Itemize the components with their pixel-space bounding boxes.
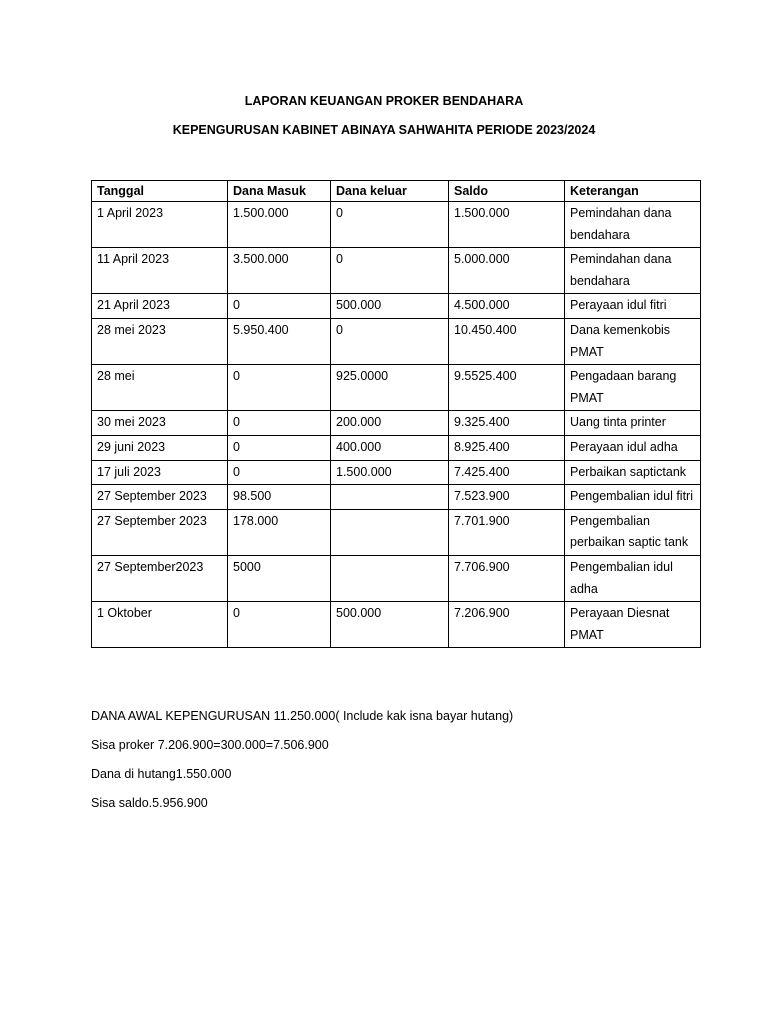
cell-tanggal: 27 September2023: [92, 555, 228, 601]
cell-dana-masuk: 0: [228, 365, 331, 411]
cell-dana-keluar: 925.0000: [331, 365, 449, 411]
cell-keterangan: Pengembalian perbaikan saptic tank: [565, 509, 701, 555]
cell-dana-masuk: 5000: [228, 555, 331, 601]
cell-keterangan: Dana kemenkobis PMAT: [565, 318, 701, 364]
cell-tanggal: 21 April 2023: [92, 294, 228, 319]
cell-saldo: 7.206.900: [449, 602, 565, 648]
cell-dana-masuk: 0: [228, 411, 331, 436]
finance-table: [91, 180, 701, 648]
cell-saldo: 9.5525.400: [449, 365, 565, 411]
cell-tanggal: 30 mei 2023: [92, 411, 228, 436]
cell-dana-masuk: 1.500.000: [228, 202, 331, 248]
cell-tanggal: 28 mei: [92, 365, 228, 411]
table-row: [92, 365, 701, 411]
cell-dana-keluar: 1.500.000: [331, 460, 449, 485]
cell-keterangan: Perayaan idul fitri: [565, 294, 701, 319]
cell-saldo: 4.500.000: [449, 294, 565, 319]
note-dana-hutang: Dana di hutang1.550.000: [91, 767, 232, 782]
table-row: [92, 202, 701, 248]
cell-keterangan: Pengembalian idul fitri: [565, 485, 701, 510]
cell-tanggal: 28 mei 2023: [92, 318, 228, 364]
cell-dana-keluar: 500.000: [331, 602, 449, 648]
cell-saldo: 10.450.400: [449, 318, 565, 364]
cell-keterangan: Pemindahan dana bendahara: [565, 202, 701, 248]
table-row: [92, 248, 701, 294]
table-row: [92, 485, 701, 510]
report-subtitle: KEPENGURUSAN KABINET ABINAYA SAHWAHITA PERIODE 2023/2024: [172, 123, 596, 137]
cell-keterangan: Pengadaan barang PMAT: [565, 365, 701, 411]
table-row: [92, 435, 701, 460]
cell-dana-masuk: 0: [228, 294, 331, 319]
cell-dana-masuk: 0: [228, 602, 331, 648]
table-row: [92, 411, 701, 436]
cell-dana-keluar: [331, 485, 449, 510]
cell-dana-masuk: 0: [228, 460, 331, 485]
header-saldo: Saldo: [449, 181, 565, 202]
cell-tanggal: 27 September 2023: [92, 485, 228, 510]
table-row: [92, 509, 701, 555]
note-sisa-saldo: Sisa saldo.5.956.900: [91, 796, 208, 811]
note-dana-awal: DANA AWAL KEPENGURUSAN 11.250.000( Include kak isna bayar hutang): [91, 709, 514, 723]
table-row: [92, 602, 701, 648]
cell-tanggal: 27 September 2023: [92, 509, 228, 555]
header-dana-masuk: Dana Masuk: [228, 181, 331, 202]
cell-dana-keluar: 200.000: [331, 411, 449, 436]
table-row: [92, 555, 701, 601]
cell-dana-keluar: 0: [331, 202, 449, 248]
summary-notes: [91, 708, 513, 824]
cell-saldo: 8.925.400: [449, 435, 565, 460]
cell-dana-keluar: 500.000: [331, 294, 449, 319]
header-dana-keluar: Dana keluar: [331, 181, 449, 202]
cell-dana-masuk: 3.500.000: [228, 248, 331, 294]
cell-saldo: 7.523.900: [449, 485, 565, 510]
cell-tanggal: 1 Oktober: [92, 602, 228, 648]
cell-tanggal: 29 juni 2023: [92, 435, 228, 460]
cell-dana-masuk: 178.000: [228, 509, 331, 555]
cell-saldo: 1.500.000: [449, 202, 565, 248]
header-tanggal: Tanggal: [92, 181, 228, 202]
cell-keterangan: Perayaan Diesnat PMAT: [565, 602, 701, 648]
cell-saldo: 7.701.900: [449, 509, 565, 555]
cell-tanggal: 11 April 2023: [92, 248, 228, 294]
cell-tanggal: 1 April 2023: [92, 202, 228, 248]
cell-saldo: 9.325.400: [449, 411, 565, 436]
cell-keterangan: Pemindahan dana bendahara: [565, 248, 701, 294]
cell-dana-keluar: [331, 555, 449, 601]
cell-tanggal: 17 juli 2023: [92, 460, 228, 485]
table-row: [92, 460, 701, 485]
cell-keterangan: Pengembalian idul adha: [565, 555, 701, 601]
cell-dana-masuk: 5.950.400: [228, 318, 331, 364]
cell-dana-masuk: 98.500: [228, 485, 331, 510]
cell-keterangan: Uang tinta printer: [565, 411, 701, 436]
header-keterangan: Keterangan: [565, 181, 701, 202]
report-title: LAPORAN KEUANGAN PROKER BENDAHARA: [244, 94, 524, 108]
cell-dana-keluar: 400.000: [331, 435, 449, 460]
cell-keterangan: Perayaan idul adha: [565, 435, 701, 460]
cell-dana-keluar: 0: [331, 318, 449, 364]
table-row: [92, 294, 701, 319]
cell-saldo: 7.706.900: [449, 555, 565, 601]
cell-keterangan: Perbaikan saptictank: [565, 460, 701, 485]
cell-dana-keluar: 0: [331, 248, 449, 294]
cell-dana-masuk: 0: [228, 435, 331, 460]
table-row: [92, 318, 701, 364]
cell-saldo: 7.425.400: [449, 460, 565, 485]
cell-dana-keluar: [331, 509, 449, 555]
cell-saldo: 5.000.000: [449, 248, 565, 294]
note-sisa-proker: Sisa proker 7.206.900=300.000=7.506.900: [91, 738, 329, 753]
table-header-row: [92, 181, 701, 202]
